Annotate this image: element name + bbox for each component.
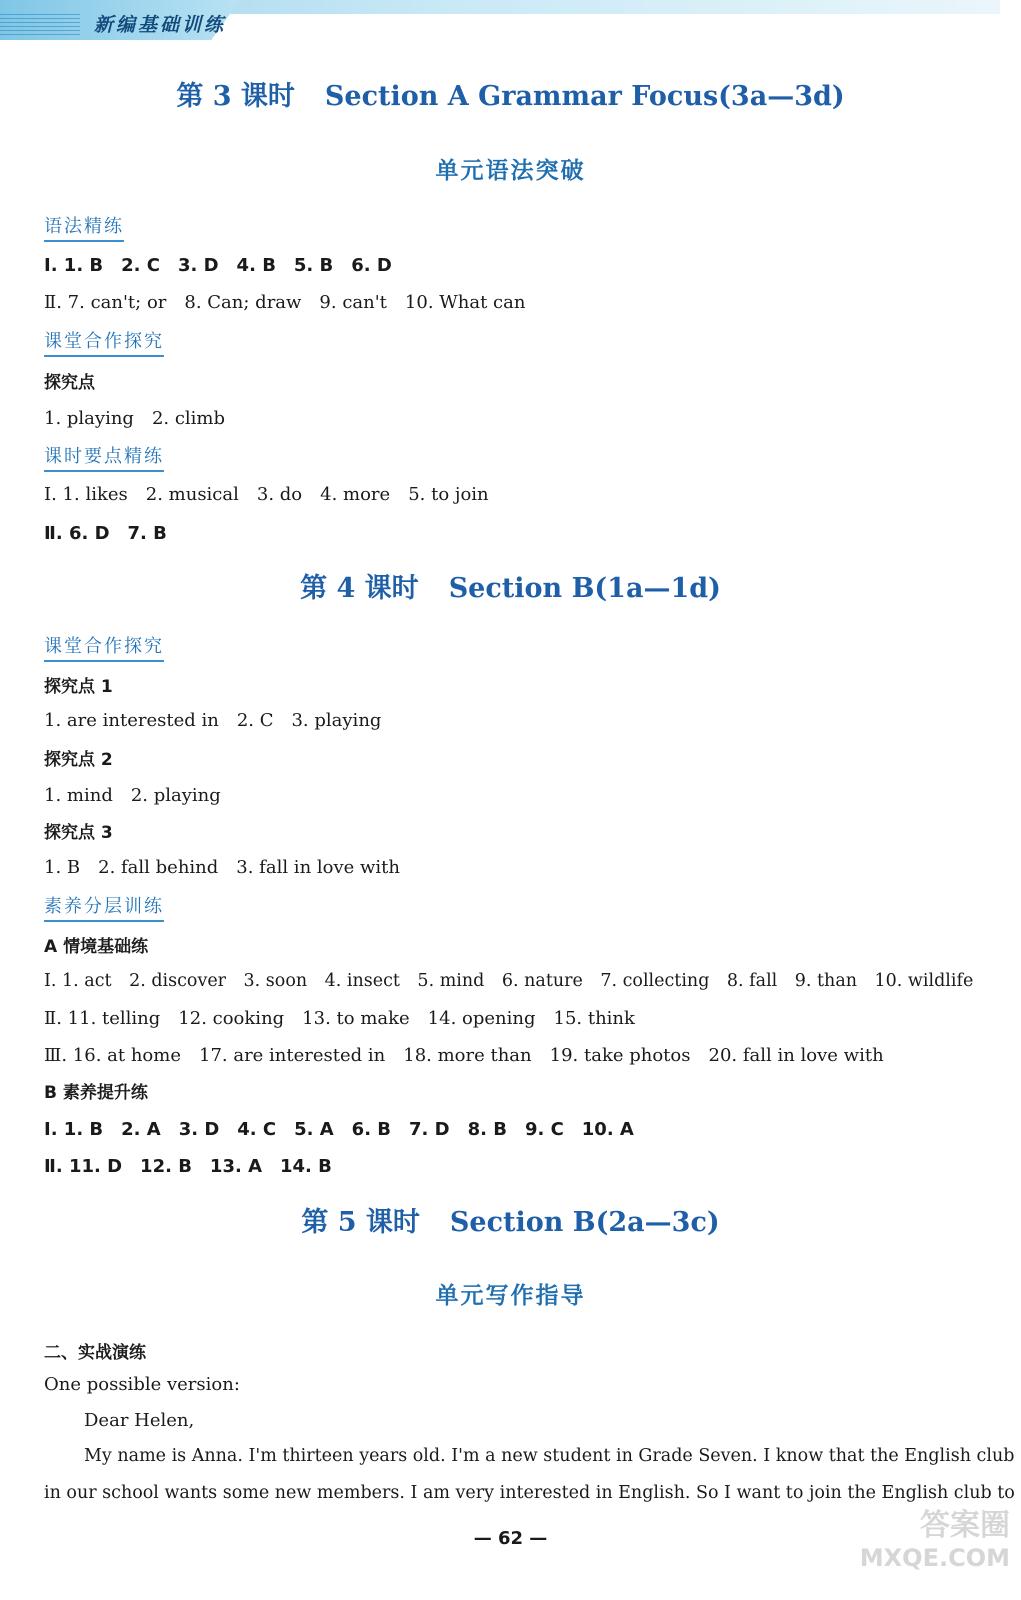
series-title: 新编基础训练 xyxy=(94,14,227,36)
explore-point-heading: 探究点 3 xyxy=(44,823,113,843)
answer-line: 1. playing 2. climb xyxy=(44,408,226,429)
answer-line: 1. B 2. fall behind 3. fall in love with xyxy=(44,857,401,878)
answer-line: Ⅰ. 1. B 2. A 3. D 4. C 5. A 6. B 7. D 8. B 9. C 10. A xyxy=(44,1119,634,1140)
tag-class-cooperation: 课堂合作探究 xyxy=(44,632,164,662)
watermark-top-text: 答案圈 xyxy=(920,1508,1010,1543)
answer-line: Ⅰ. 1. act 2. discover 3. soon 4. insect 5. mind 6. nature 7. collecting 8. fall 9. than 10. wildlife xyxy=(44,971,974,991)
tag-class-cooperation: 课堂合作探究 xyxy=(44,327,164,357)
lesson-3-number: 第 3 课时 xyxy=(176,81,295,112)
lesson-4-number: 第 4 课时 xyxy=(300,573,419,604)
watermark-bottom-text: MXQE.COM xyxy=(859,1544,1010,1572)
header-stripes xyxy=(0,14,80,38)
answer-line: Ⅱ. 11. telling 12. cooking 13. to make 14. opening 15. think xyxy=(44,1008,635,1029)
answer-line: Ⅰ. 1. B 2. C 3. D 4. B 5. B 6. D xyxy=(44,255,392,276)
answer-line: Ⅱ. 7. can't; or 8. Can; draw 9. can't 10. What can xyxy=(44,292,526,313)
answer-line: Ⅲ. 16. at home 17. are interested in 18. more than 19. take photos 20. fall in love with xyxy=(44,1045,884,1066)
letter-paragraph-line: in our school wants some new members. I am very interested in English. So I want to join the English club to xyxy=(44,1483,1015,1503)
lesson-3-section: Section A Grammar Focus(3a—3d) xyxy=(324,81,845,112)
letter-paragraph-line: My name is Anna. I'm thirteen years old. I'm a new student in Grade Seven. I know that the English club xyxy=(84,1446,1015,1466)
lesson-3-title xyxy=(0,74,1021,113)
tag-key-points: 课时要点精练 xyxy=(44,442,164,472)
page-header xyxy=(0,0,1000,40)
answer-line: Ⅱ. 6. D 7. B xyxy=(44,523,167,544)
grammar-subtitle: 单元语法突破 xyxy=(435,158,586,184)
explore-point-heading: 探究点 xyxy=(44,373,95,393)
lesson-4-section: Section B(1a—1d) xyxy=(448,573,721,604)
answer-line: Ⅰ. 1. likes 2. musical 3. do 4. more 5. to join xyxy=(44,484,489,505)
writing-subtitle: 单元写作指导 xyxy=(435,1283,586,1309)
explore-point-heading: 探究点 1 xyxy=(44,677,113,697)
letter-greeting: Dear Helen, xyxy=(84,1410,195,1431)
answer-line: 1. mind 2. playing xyxy=(44,785,221,806)
tag-layered-training: 素养分层训练 xyxy=(44,892,164,922)
level-a-heading: A 情境基础练 xyxy=(44,937,149,957)
lesson-5-number: 第 5 课时 xyxy=(301,1207,420,1238)
lesson-5-title xyxy=(0,1200,1021,1239)
watermark-logo xyxy=(830,1500,1010,1590)
answer-line: 1. are interested in 2. C 3. playing xyxy=(44,710,382,731)
lesson-5-section: Section B(2a—3c) xyxy=(449,1207,720,1238)
level-b-heading: B 素养提升练 xyxy=(44,1083,148,1103)
page-number: — 62 — xyxy=(473,1528,548,1549)
sample-version-label: One possible version: xyxy=(44,1374,240,1395)
lesson-4-title xyxy=(0,566,1021,605)
tag-grammar-practice: 语法精练 xyxy=(44,212,124,242)
answer-line: Ⅱ. 11. D 12. B 13. A 14. B xyxy=(44,1156,332,1177)
explore-point-heading: 探究点 2 xyxy=(44,750,113,770)
practice-heading: 二、实战演练 xyxy=(44,1343,146,1363)
